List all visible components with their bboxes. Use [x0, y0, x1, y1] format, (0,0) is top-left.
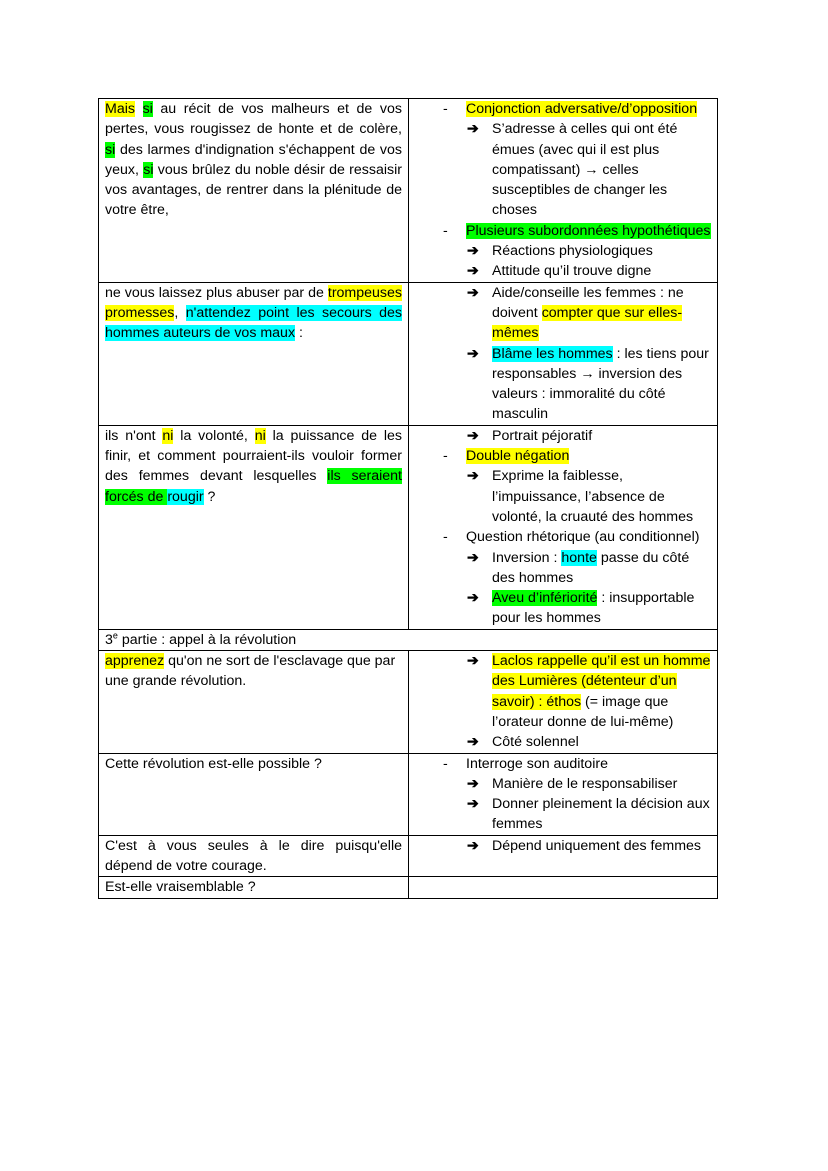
- arrow-icon: ➔: [467, 284, 479, 301]
- arrow-bullet-item: [409, 466, 711, 527]
- bullet-text: [492, 426, 711, 446]
- dash-bullet-marker: -: [443, 448, 448, 465]
- arrow-icon: ➔: [467, 121, 479, 138]
- bullet-text: [466, 446, 711, 466]
- highlight-green: ils seraient forcés de: [105, 468, 402, 505]
- arrow-icon: ➔: [467, 427, 479, 444]
- bullet-text: [492, 588, 711, 629]
- text-segment: Dépend uniquement des femmes: [492, 837, 701, 854]
- arrow-icon: ➔: [467, 468, 479, 485]
- text-segment: Aide/conseille les femmes : ne doivent: [492, 284, 684, 321]
- arrow-icon: ➔: [467, 243, 479, 260]
- section-header-row: [99, 629, 718, 650]
- arrow-icon: ➔: [467, 345, 479, 362]
- highlight-yellow: ni: [162, 427, 174, 444]
- text-segment: : insupportable pour les hommes: [492, 590, 695, 627]
- highlight-cyan: rougir: [167, 488, 204, 505]
- bullet-text: [492, 732, 711, 752]
- bullet-text: [466, 99, 711, 119]
- table-body: [99, 99, 718, 899]
- arrow-bullet-item: [409, 774, 711, 794]
- arrow-bullet-item: [409, 241, 711, 261]
- text-segment: [135, 101, 143, 117]
- text-segment: Est-elle vraisemblable ?: [105, 879, 256, 896]
- analysis-cell: [409, 99, 718, 283]
- highlight-yellow: ni: [254, 427, 266, 444]
- analysis-cell: [409, 835, 718, 877]
- quote-cell: [99, 753, 409, 835]
- dash-bullet-item: [409, 754, 711, 774]
- text-segment: ne vous laissez plus abuser par de: [105, 284, 328, 301]
- text-segment: :: [295, 325, 303, 342]
- highlight-yellow: trompeuses promesses: [105, 284, 402, 321]
- analysis-cell: [409, 877, 718, 898]
- table-row: [99, 425, 718, 629]
- text-segment: Interroge son auditoire: [466, 755, 608, 772]
- highlight-yellow: Mais: [105, 101, 135, 117]
- arrow-icon: ➔: [467, 549, 479, 566]
- text-segment: passe du côté des hommes: [492, 549, 690, 586]
- arrow-bullet-item: [409, 794, 711, 835]
- highlight-green: Plusieurs subordonnées hypothétiques: [466, 222, 711, 239]
- bullet-text: [492, 774, 711, 794]
- text-segment: Attitude qu’il trouve digne: [492, 263, 652, 280]
- quote-cell: [99, 835, 409, 877]
- text-segment: des larmes d'indignation s'échappent de vos yeux,: [105, 141, 402, 178]
- text-segment: (= image que l’orateur donne de lui-même): [492, 693, 674, 730]
- text-segment: : les tiens pour responsables → inversion des valeurs : immoralité du côté masculin: [492, 345, 709, 423]
- text-segment: la volonté,: [173, 427, 255, 444]
- table-row: [99, 877, 718, 898]
- dash-bullet-item: [409, 527, 711, 547]
- text-segment: vous brûlez du noble désir de ressaisir vos avantages, de rentrer dans la plénitude de votre être,: [105, 161, 403, 219]
- text-segment: Côté solennel: [492, 734, 579, 751]
- dash-bullet-item: [409, 221, 711, 241]
- quote-cell: [99, 425, 409, 629]
- bullet-text: [492, 548, 711, 589]
- arrow-bullet-item: [409, 732, 711, 752]
- text-segment: 3: [105, 631, 113, 648]
- dash-bullet-item: [409, 99, 711, 119]
- highlight-green: Aveu d’infériorité: [492, 590, 598, 607]
- highlight-green: si: [143, 161, 154, 178]
- analysis-cell: [409, 282, 718, 425]
- quote-cell: [99, 282, 409, 425]
- arrow-bullet-item: [409, 548, 711, 589]
- dash-bullet-item: [409, 446, 711, 466]
- dash-bullet-marker: -: [443, 755, 448, 772]
- bullet-text: [492, 836, 711, 856]
- text-segment: Cette révolution est-elle possible ?: [105, 755, 322, 772]
- highlight-yellow: Laclos rappelle qu’il est un homme des Lumières (détenteur d’un savoir) : éthos: [492, 653, 711, 710]
- arrow-bullet-item: [409, 261, 711, 281]
- quote-cell: [99, 877, 409, 898]
- arrow-icon: ➔: [467, 734, 479, 751]
- highlight-yellow: Double négation: [466, 448, 570, 465]
- analysis-cell: [409, 425, 718, 629]
- text-segment: S’adresse à celles qui ont été émues (avec qui il est plus compatissant) → celles susceptibles de changer les choses: [492, 121, 678, 219]
- bullet-text: [466, 527, 711, 547]
- bullet-text: [466, 221, 711, 241]
- arrow-bullet-item: [409, 283, 711, 344]
- text-segment: au récit de vos malheurs et de vos pertes, vous rougissez de honte et de colère,: [105, 101, 402, 138]
- arrow-bullet-item: [409, 426, 711, 446]
- text-segment: Question rhétorique (au conditionnel): [466, 529, 700, 546]
- bullet-text: [492, 241, 711, 261]
- arrow-icon: ➔: [467, 590, 479, 607]
- arrow-icon: ➔: [467, 653, 479, 670]
- text-segment: ils n'ont: [105, 427, 163, 444]
- arrow-icon: ➔: [467, 775, 479, 792]
- text-segment: Exprime la faiblesse, l’impuissance, l’absence de volonté, la cruauté des hommes: [492, 468, 694, 525]
- arrow-bullet-item: [409, 344, 711, 425]
- quote-cell: [99, 651, 409, 753]
- text-segment: Portrait péjoratif: [492, 427, 593, 444]
- text-segment: ,: [174, 304, 186, 321]
- highlight-yellow: Conjonction adversative/d’opposition: [466, 101, 698, 117]
- bullet-text: [492, 794, 711, 835]
- highlight-yellow: apprenez: [105, 653, 165, 670]
- bullet-text: [492, 344, 711, 425]
- highlight-yellow: compter que sur elles-mêmes: [492, 304, 683, 342]
- bullet-text: [492, 466, 711, 527]
- text-segment: partie : appel à la révolution: [117, 631, 297, 648]
- dash-bullet-marker: -: [443, 222, 448, 239]
- analysis-cell: [409, 753, 718, 835]
- text-segment: Manière de le responsabiliser: [492, 775, 678, 792]
- text-segment: Inversion :: [492, 549, 562, 566]
- analysis-table: [98, 98, 718, 899]
- text-segment: Réactions physiologiques: [492, 243, 653, 260]
- arrow-bullet-item: [409, 119, 711, 220]
- arrow-icon: ➔: [467, 837, 479, 854]
- quote-cell: [99, 99, 409, 283]
- arrow-bullet-item: [409, 588, 711, 629]
- text-segment: Donner pleinement la décision aux femmes: [492, 796, 710, 833]
- arrow-icon: ➔: [467, 263, 479, 280]
- arrow-icon: ➔: [467, 796, 479, 813]
- bullet-text: [492, 651, 711, 732]
- bullet-text: [492, 283, 711, 344]
- section-header-cell: [99, 629, 718, 650]
- highlight-green: si: [142, 101, 153, 117]
- table-row: [99, 651, 718, 753]
- bullet-text: [492, 261, 711, 281]
- highlight-green: si: [105, 141, 116, 158]
- arrow-bullet-item: [409, 651, 711, 732]
- dash-bullet-marker: -: [443, 101, 448, 117]
- text-segment: e: [112, 629, 118, 640]
- dash-bullet-marker: -: [443, 529, 448, 546]
- bullet-text: [492, 119, 711, 220]
- bullet-text: [466, 754, 711, 774]
- table-row: [99, 835, 718, 877]
- text-segment: ?: [203, 488, 216, 505]
- text-segment: C'est à vous seules à le dire puisqu'elle dépend de votre courage.: [105, 837, 402, 874]
- analysis-cell: [409, 651, 718, 753]
- highlight-cyan: Blâme les hommes: [492, 345, 613, 362]
- highlight-cyan: honte: [561, 549, 597, 566]
- table-row: [99, 753, 718, 835]
- table-row: [99, 99, 718, 283]
- text-segment: qu'on ne sort de l'esclavage que par une grande révolution.: [105, 653, 396, 690]
- arrow-bullet-item: [409, 836, 711, 856]
- text-segment: la puissance de les finir, et comment pourraient-ils vouloir former des femmes devant lesquelles: [105, 427, 402, 485]
- highlight-cyan: n'attendez point les secours des hommes auteurs de vos maux: [105, 304, 403, 342]
- table-row: [99, 282, 718, 425]
